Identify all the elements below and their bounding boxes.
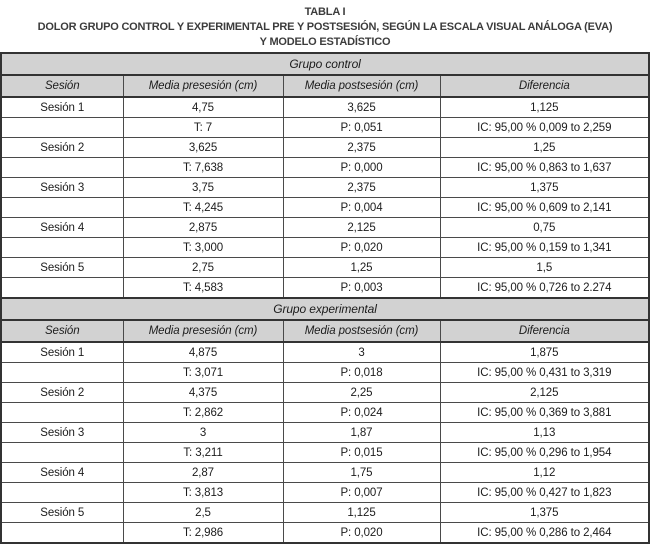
table-cell: P: 0,007 [283, 483, 440, 503]
table-cell: 3 [283, 342, 440, 363]
column-header-row [1, 320, 649, 342]
column-header: Diferencia [440, 320, 649, 342]
table-row [1, 443, 649, 463]
table-cell: IC: 95,00 % 0,296 to 1,954 [440, 443, 649, 463]
table-cell: 2,375 [283, 178, 440, 198]
table-cell: 1,875 [440, 342, 649, 363]
table-row [1, 503, 649, 523]
table-cell: IC: 95,00 % 0,609 to 2,141 [440, 198, 649, 218]
table-cell: 1,25 [283, 258, 440, 278]
table-cell: IC: 95,00 % 0,726 to 2.274 [440, 278, 649, 299]
eva-results-table [0, 52, 650, 544]
table-row [1, 403, 649, 423]
group-band-row [1, 298, 649, 320]
table-row [1, 118, 649, 138]
table-title-line2: DOLOR GRUPO CONTROL Y EXPERIMENTAL PRE Y POSTSESIÓN, SEGÚN LA ESCALA VISUAL ANÁLOGA (EVA) [37, 21, 613, 33]
table-cell: 1,125 [283, 503, 440, 523]
table-cell: 0,75 [440, 218, 649, 238]
column-header: Media postsesión (cm) [283, 75, 440, 97]
table-cell [1, 278, 123, 299]
table-cell: 3 [123, 423, 283, 443]
table-cell: 2,125 [283, 218, 440, 238]
table-cell: 4,375 [123, 383, 283, 403]
table-cell [1, 238, 123, 258]
table-cell: T: 3,071 [123, 363, 283, 383]
table-cell: Sesión 1 [1, 97, 123, 118]
table-cell: 1,375 [440, 503, 649, 523]
table-title-number: TABLA I [304, 6, 346, 18]
table-cell: 4,75 [123, 97, 283, 118]
table-cell: Sesión 4 [1, 463, 123, 483]
table-cell: 2,75 [123, 258, 283, 278]
table-cell: T: 2,986 [123, 523, 283, 544]
table-cell: Sesión 2 [1, 383, 123, 403]
table-cell: P: 0,020 [283, 523, 440, 544]
table-cell: IC: 95,00 % 0,427 to 1,823 [440, 483, 649, 503]
table-cell [1, 198, 123, 218]
table-row [1, 238, 649, 258]
group-band-label: Grupo control [1, 53, 649, 75]
table-cell: P: 0,051 [283, 118, 440, 138]
table-cell: 2,25 [283, 383, 440, 403]
table-cell: 2,87 [123, 463, 283, 483]
eva-table-body [1, 53, 649, 543]
table-cell [1, 118, 123, 138]
table-cell: IC: 95,00 % 0,431 to 3,319 [440, 363, 649, 383]
table-row [1, 342, 649, 363]
column-header-row [1, 75, 649, 97]
column-header: Sesión [1, 320, 123, 342]
table-cell: IC: 95,00 % 0,369 to 3,881 [440, 403, 649, 423]
table-cell: 2,875 [123, 218, 283, 238]
table-row [1, 138, 649, 158]
table-row [1, 158, 649, 178]
table-cell: 1,25 [440, 138, 649, 158]
table-row [1, 383, 649, 403]
table-cell: Sesión 3 [1, 178, 123, 198]
table-row [1, 523, 649, 544]
table-cell: T: 4,245 [123, 198, 283, 218]
table-cell: Sesión 4 [1, 218, 123, 238]
table-row [1, 278, 649, 299]
group-band-label: Grupo experimental [1, 298, 649, 320]
group-band-row [1, 53, 649, 75]
table-cell: 1,125 [440, 97, 649, 118]
table-cell: T: 7,638 [123, 158, 283, 178]
table-cell: 4,875 [123, 342, 283, 363]
table-cell: Sesión 1 [1, 342, 123, 363]
table-cell: T: 3,813 [123, 483, 283, 503]
table-cell: 3,625 [283, 97, 440, 118]
table-cell: 3,625 [123, 138, 283, 158]
table-cell [1, 363, 123, 383]
table-cell: T: 4,583 [123, 278, 283, 299]
table-cell: 1,12 [440, 463, 649, 483]
column-header: Media presesión (cm) [123, 320, 283, 342]
table-cell: T: 3,211 [123, 443, 283, 463]
table-row [1, 423, 649, 443]
table-cell [1, 158, 123, 178]
table-cell: P: 0,000 [283, 158, 440, 178]
table-cell: 1,75 [283, 463, 440, 483]
table-cell [1, 483, 123, 503]
table-cell: Sesión 2 [1, 138, 123, 158]
table-row [1, 218, 649, 238]
table-row [1, 483, 649, 503]
table-cell: 1,13 [440, 423, 649, 443]
table-cell: T: 7 [123, 118, 283, 138]
table-cell: Sesión 5 [1, 503, 123, 523]
table-cell: 2,125 [440, 383, 649, 403]
table-cell: Sesión 3 [1, 423, 123, 443]
table-cell: 3,75 [123, 178, 283, 198]
table-cell: 1,87 [283, 423, 440, 443]
table-cell: P: 0,024 [283, 403, 440, 423]
table-cell: T: 3,000 [123, 238, 283, 258]
table-cell: P: 0,018 [283, 363, 440, 383]
table-cell: P: 0,020 [283, 238, 440, 258]
table-title [0, 0, 650, 50]
table-cell: IC: 95,00 % 0,286 to 2,464 [440, 523, 649, 544]
table-row [1, 198, 649, 218]
table-cell: 1,5 [440, 258, 649, 278]
column-header: Diferencia [440, 75, 649, 97]
table-cell: IC: 95,00 % 0,159 to 1,341 [440, 238, 649, 258]
table-row [1, 258, 649, 278]
table-cell: 2,375 [283, 138, 440, 158]
table-title-line3: Y MODELO ESTADÍSTICO [259, 36, 391, 48]
table-cell [1, 523, 123, 544]
table-cell [1, 443, 123, 463]
table-row [1, 97, 649, 118]
table-row [1, 463, 649, 483]
column-header: Media presesión (cm) [123, 75, 283, 97]
table-cell: Sesión 5 [1, 258, 123, 278]
table-cell: T: 2,862 [123, 403, 283, 423]
table-cell: P: 0,015 [283, 443, 440, 463]
table-cell: P: 0,004 [283, 198, 440, 218]
column-header: Media postsesión (cm) [283, 320, 440, 342]
column-header: Sesión [1, 75, 123, 97]
table-cell: P: 0,003 [283, 278, 440, 299]
table-cell: 1,375 [440, 178, 649, 198]
table-cell [1, 403, 123, 423]
table-cell: 2,5 [123, 503, 283, 523]
table-cell: IC: 95,00 % 0,009 to 2,259 [440, 118, 649, 138]
table-row [1, 178, 649, 198]
table-row [1, 363, 649, 383]
table-cell: IC: 95,00 % 0,863 to 1,637 [440, 158, 649, 178]
